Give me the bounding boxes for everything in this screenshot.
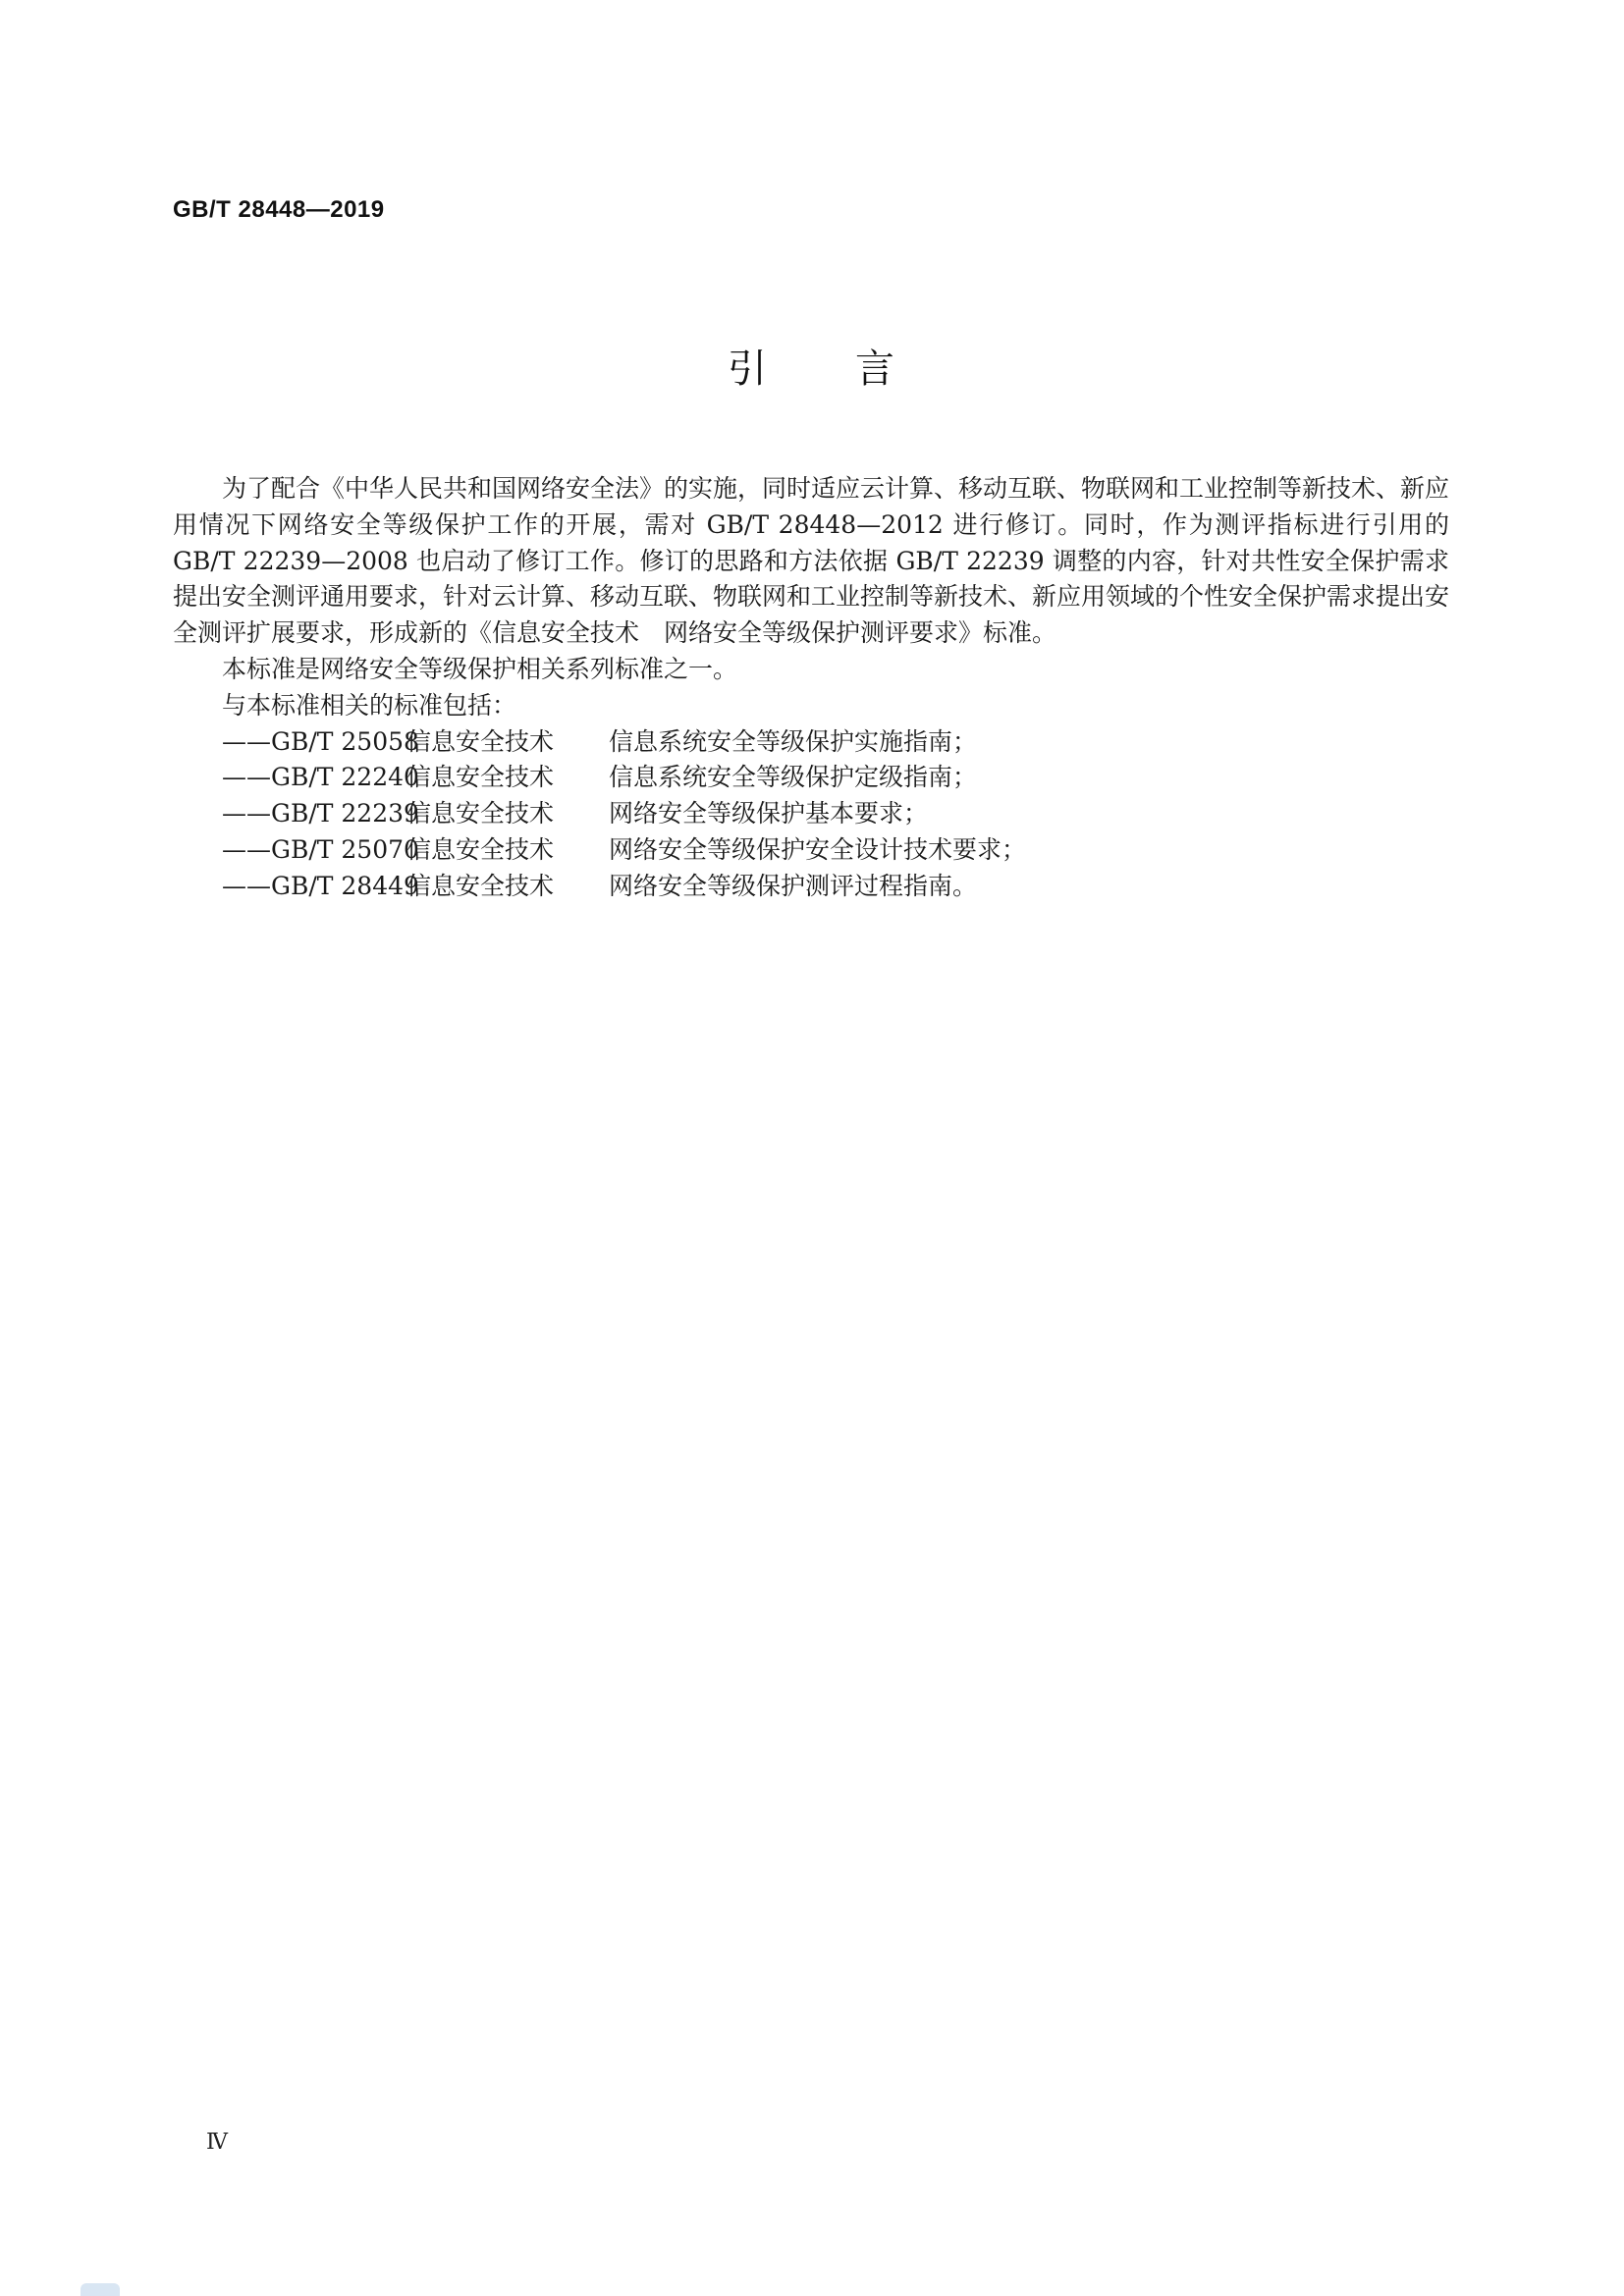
standard-title: 信息系统安全等级保护实施指南； <box>609 726 978 756</box>
intro-paragraph: 为了配合《中华人民共和国网络安全法》的实施，同时适应云计算、移动互联、物联网和工业控制等新技术、新应用情况下网络安全等级保护工作的开展，需对 GB/T 28448—2012 进行修订。同时，作为测评指标进行引用的 GB/T 22239—2008 也启动了修订工作。修订的思路和方法依据 GB/T 22239 调整的内容，针对共性安全保护需求提出安全测评通用要求，针对云计算、移动互联、物联网和工业控制等新技术、新应用领域的个性安全保护需求提出安全测评扩展要求，形成新的《信息安全技术 网络安全等级保护测评要求》标准。 <box>173 474 1450 648</box>
related-standard-item <box>173 760 1449 796</box>
page-title-char-1: 引 <box>728 347 769 392</box>
standard-category: 信息安全技术 <box>406 871 555 900</box>
standard-title: 网络安全等级保护安全设计技术要求； <box>609 834 1027 864</box>
standard-title: 网络安全等级保护测评过程指南。 <box>609 871 978 900</box>
page-title <box>0 338 1624 394</box>
standard-category: 信息安全技术 <box>406 799 555 828</box>
standard-category: 信息安全技术 <box>406 726 555 756</box>
related-standard-item <box>173 832 1449 869</box>
standard-code: ——GB/T 22240 <box>222 763 419 792</box>
introduction-body <box>173 471 1449 905</box>
standard-category: 信息安全技术 <box>406 763 555 792</box>
related-standard-item <box>173 724 1449 761</box>
document-code: GB/T 28448—2019 <box>173 196 385 223</box>
standard-code: ——GB/T 25070 <box>222 834 419 864</box>
page-title-char-2: 言 <box>855 347 896 392</box>
standard-code: ——GB/T 25058 <box>222 726 419 756</box>
standard-code: ——GB/T 22239 <box>222 799 419 828</box>
related-standards-intro: 与本标准相关的标准包括： <box>222 690 517 720</box>
standard-code: ——GB/T 28449 <box>222 871 419 900</box>
standard-title: 网络安全等级保护基本要求； <box>609 799 929 828</box>
standard-title: 信息系统安全等级保护定级指南； <box>609 763 978 792</box>
page-number: Ⅳ <box>206 2130 228 2155</box>
corner-decoration <box>81 2283 120 2296</box>
related-standard-item <box>173 796 1449 832</box>
standard-category: 信息安全技术 <box>406 834 555 864</box>
series-statement: 本标准是网络安全等级保护相关系列标准之一。 <box>222 654 738 683</box>
related-standard-item <box>173 869 1449 905</box>
